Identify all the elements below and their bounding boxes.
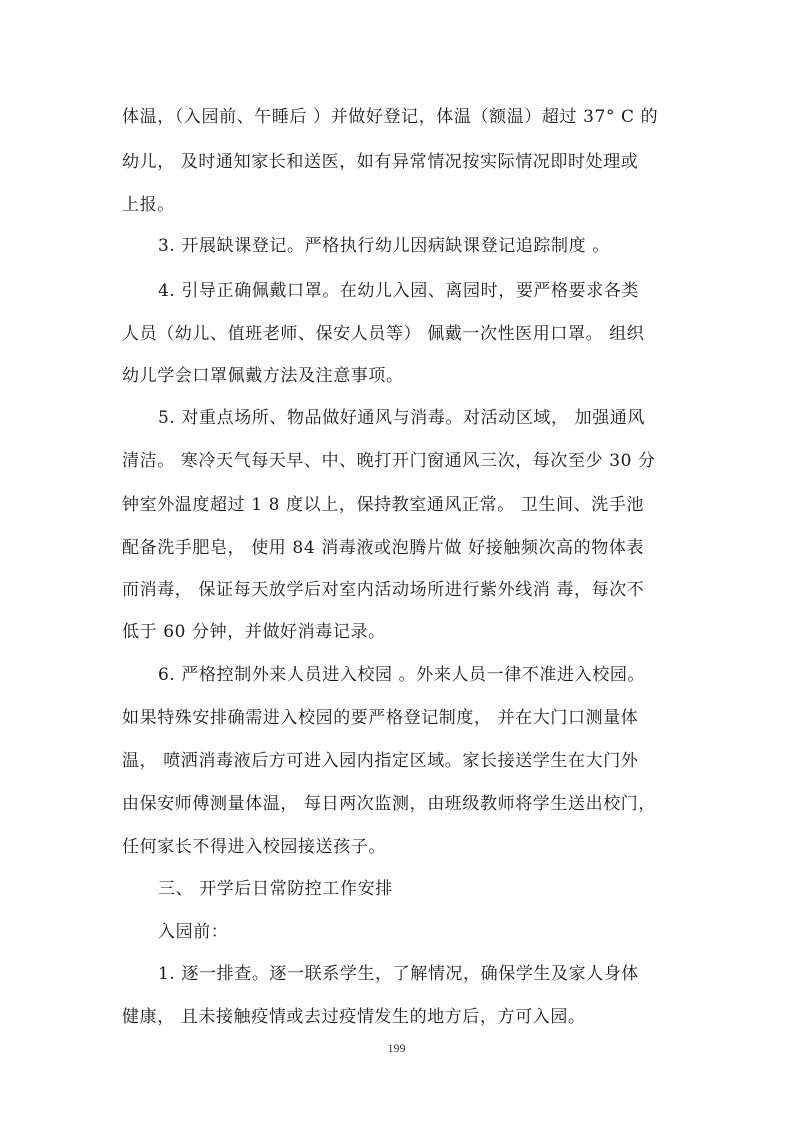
text-line: 配备洗手肥皂， 使用 84 消毒液或泡腾片做 好接触频次高的物体表 [122, 538, 645, 558]
text-line: 清洁。 寒冷天气每天早、中、晚打开门窗通风三次，每次至少 30 分 [122, 451, 656, 471]
text-line: 而消毒， 保证每天放学后对室内活动场所进行紫外线消 毒，每次不 [122, 580, 645, 600]
text-line: 由保安师傅测量体温， 每日两次监测，由班级教师将学生送出校门， [122, 794, 657, 814]
text-line: 上报。 [122, 195, 175, 215]
text-line: 体温，（入园前、午睡后 ）并做好登记，体温（额温）超过 37° C 的 [122, 107, 659, 127]
text-line: 幼儿学会口罩佩戴方法及注意事项。 [122, 366, 404, 386]
text-line: 4. 引导正确佩戴口罩。在幼儿入园、离园时，要严格要求各类 [158, 281, 640, 301]
section-heading: 三、 开学后日常防控工作安排 [158, 879, 393, 899]
text-line: 3. 开展缺课登记。严格执行幼儿因病缺课登记追踪制度 。 [158, 236, 610, 256]
text-line: 低于 60 分钟，并做好消毒记录。 [122, 622, 386, 642]
text-line: 温， 喷洒消毒液后方可进入园内指定区域。家长接送学生在大门外 [122, 751, 639, 771]
text-line: 幼儿， 及时通知家长和送医，如有异常情况按实际情况即时处理或 [122, 152, 639, 172]
text-line: 人员（幼儿、值班老师、保安人员等） 佩戴一次性医用口罩。 组织 [122, 324, 645, 344]
text-line: 6. 严格控制外来人员进入校园 。外来人员一律不准进入校园。 [158, 665, 646, 685]
text-line: 如果特殊安排确需进入校园的要严格登记制度， 并在大门口测量体 [122, 708, 639, 728]
page-number: 199 [387, 1041, 406, 1055]
text-line: 任何家长不得进入校园接送孩子。 [122, 837, 386, 857]
text-line: 5. 对重点场所、物品做好通风与消毒。对活动区域， 加强通风 [158, 408, 646, 428]
subsection-heading: 入园前： [158, 922, 229, 942]
text-line: 钟室外温度超过 1 8 度以上，保持教室通风正常。 卫生间、洗手池 [122, 495, 645, 515]
text-line: 健康， 且未接触疫情或去过疫情发生的地方后，方可入园。 [122, 1007, 586, 1027]
text-line: 1. 逐一排查。逐一联系学生，了解情况，确保学生及家人身体 [158, 964, 640, 984]
